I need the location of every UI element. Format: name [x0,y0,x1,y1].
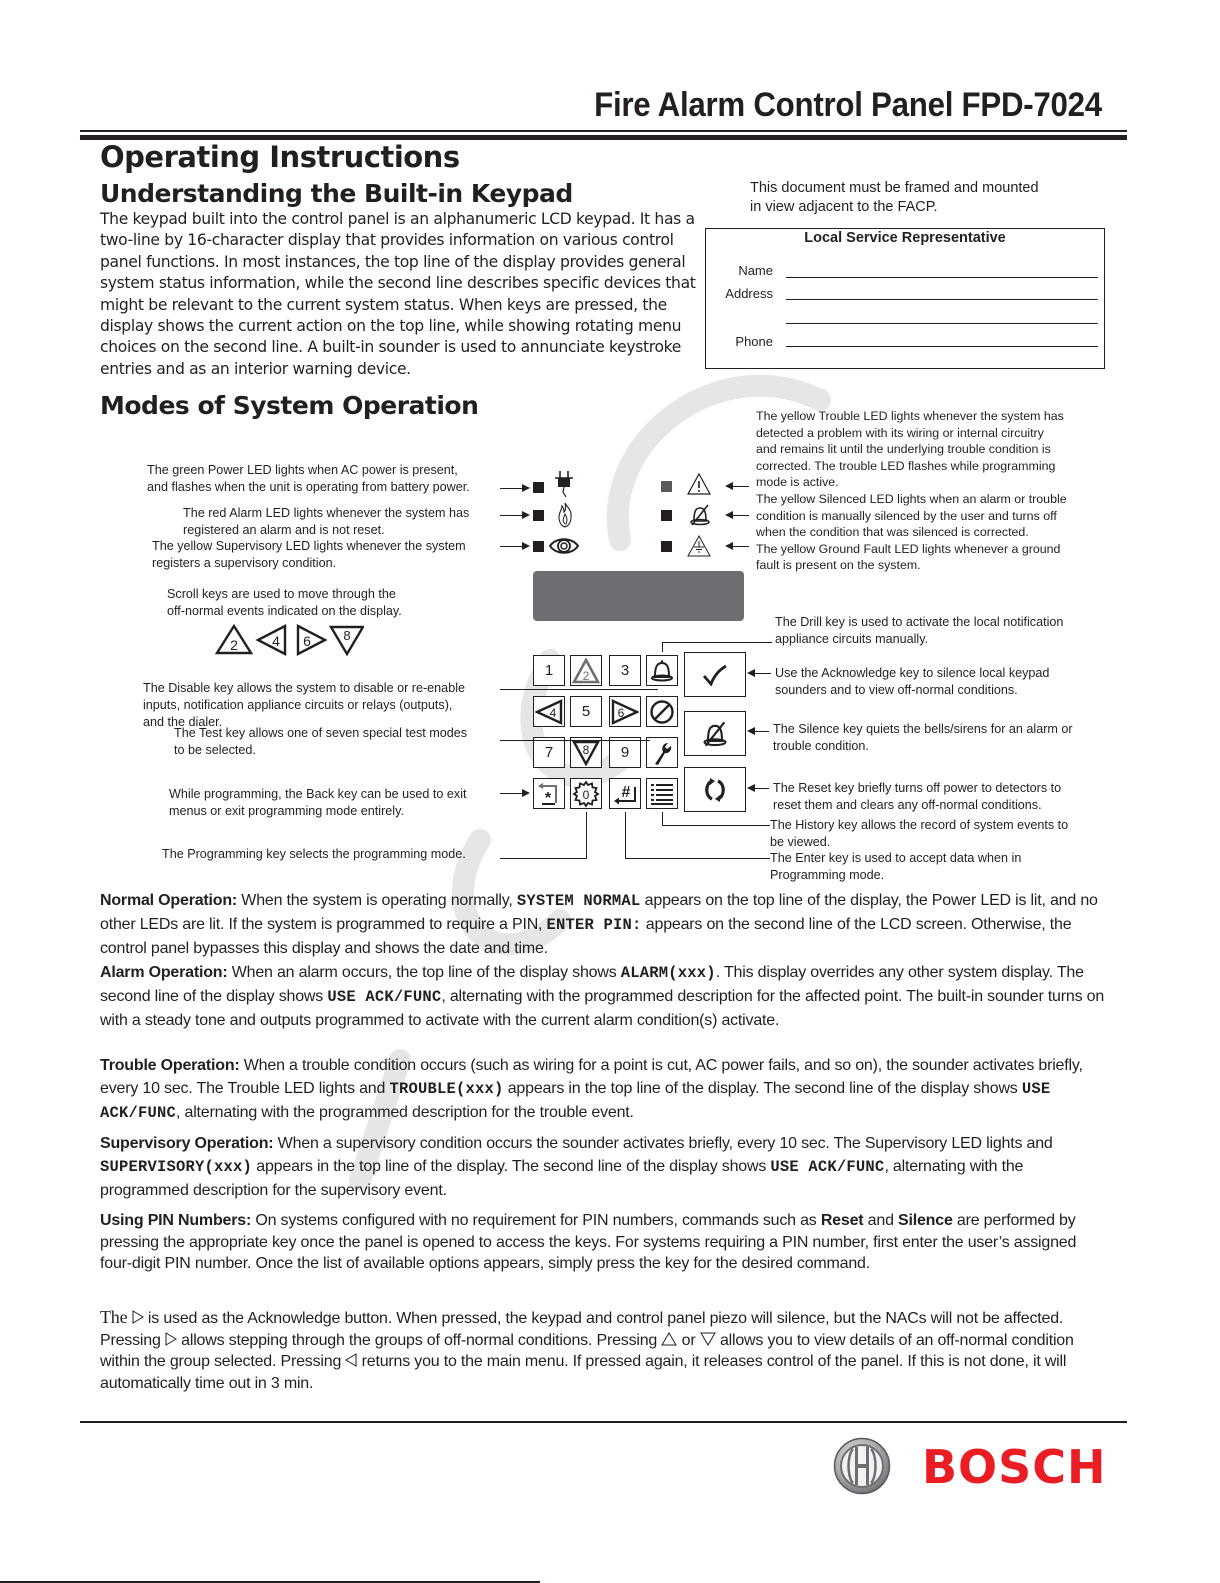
ground-fault-led [661,541,672,552]
history-key-callout [770,817,1068,851]
key-1[interactable] [533,655,565,686]
history-text-1: The History key allows the record of system events to [770,818,1069,832]
scroll-right-icon [611,699,639,725]
rep-field-phone[interactable] [706,334,1106,352]
scroll-down-icon [700,1332,716,1346]
power-led-text-1: The green Power LED lights when AC power is present, [147,463,458,477]
supervisory-led-text-2: registers a supervisory condition. [152,556,337,570]
reset-command-label: Reset [820,1212,864,1229]
rep-box-title: Local Service Representative [804,230,1006,246]
frame-note-line-1: This document must be framed and mounted [750,180,1039,196]
silence-text-1: The Silence key quiets the bells/sirens for an alarm or [773,722,1073,736]
intro-paragraph: The keypad built into the control panel is an alphanumeric LCD keypad. It has a two-line by 16-character display that provides information on various control panel functions. In most instances, the top line of the display provides general system status information, while the second line describes specific devices that might be relevant to the current system status. When keys are pressed, the display shows the current action on the top line, while showing rotating menu choices on the second line. A built-in sounder is used to annunciate keystroke entries and as an interior warning device. [100,210,696,378]
drill-text-1: The Drill key is used to activate the local notification [775,615,1064,629]
lcd-display [533,571,744,621]
programming-leader-h [500,858,587,859]
silence-text-2: trouble condition. [773,739,869,753]
frame-note-line-2: in view adjacent to the FACP. [750,199,938,215]
heading-operating-instructions: Operating Instructions [100,140,460,174]
acknowledge-key[interactable] [684,652,746,697]
rep-label-phone: Phone [735,334,773,349]
reset-text-2: reset them and clears any off-normal conditions. [773,798,1042,812]
display-code-enter-pin: ENTER PIN: [546,916,642,935]
drill-leader-v [662,642,663,652]
display-code-system-normal: SYSTEM NORMAL [516,892,641,910]
history-text-2: be viewed. [770,835,831,849]
scroll-down-icon [572,740,600,766]
display-code-use-ack-func: USE ACK/FUNC [770,1158,885,1177]
scroll-left-icon [535,699,563,725]
trouble-operation-paragraph [100,1054,1110,1126]
enter-text-2: Programming mode. [770,868,885,882]
alarm-t2: . This display overrides any other system display. The second line of the display shows [100,964,1084,1006]
test-key[interactable] [646,737,678,768]
rep-field-address[interactable] [706,286,1106,304]
silenced-led [661,510,672,521]
key-5[interactable] [570,696,602,727]
normal-t3: appears on the second line of the LCD screen. Otherwise, the control panel bypasses this display and shows the date and time. [100,916,1072,958]
silenced-led-text-1: The yellow Silenced LED lights when an alarm or trouble [756,491,1067,506]
svg-text:4: 4 [272,633,280,649]
alarm-led [533,510,544,521]
scroll-keys-callout [167,586,402,620]
silence-key[interactable] [684,711,746,756]
alarm-t3: , alternating with the programmed description for the affected point. The built-in sounder turns on with a steady tone and outputs programmed to activate with the current alarm condition(s) activate. [100,988,1105,1030]
ground-fault-icon [686,534,712,558]
drill-leader-h [662,642,772,643]
svg-text:0: 0 [582,787,590,802]
power-plug-icon [553,470,575,500]
back-key[interactable] [533,778,565,809]
footer-rule [80,1421,1127,1423]
silence-key-callout [773,721,1073,755]
ack-t5: returns you to the main menu. If pressed again, it releases control of the panel. If this is not done, it will automatically time out in 3 min. [100,1353,1067,1392]
pin-numbers-paragraph [100,1210,1110,1275]
scroll-keys-illustration [214,624,364,656]
history-leader-v [662,812,663,826]
ground-fault-led-text-1: The yellow Ground Fault LED lights whenever a ground [756,541,1061,556]
disable-leader [500,689,658,690]
supervisory-led-arrow [500,546,528,547]
test-key-callout [174,725,467,759]
display-code-use-ack-func: USE ACK/FUNC [100,1080,1051,1123]
document-title: Fire Alarm Control Panel FPD-7024 [594,86,1102,124]
supervisory-operation-paragraph [100,1132,1110,1203]
scroll-up-icon [572,658,600,684]
back-text-1: While programming, the Back key can be used to exit [169,787,467,801]
back-icon [536,781,562,807]
trouble-t1: When a trouble condition occurs (such as wiring for a point is cut, AC power fails, and so on), the sounder activates briefly, every 10 sec. The Trouble LED lights and [100,1057,1083,1098]
disable-text-1: The Disable key allows the system to disable or re-enable [143,681,465,695]
scroll-keys-text-1: Scroll keys are used to move through the [167,587,396,601]
back-arrow [500,793,528,794]
scroll-right-icon [298,626,325,654]
ack-t2: allows stepping through the groups of off-normal conditions. Pressing [176,1331,662,1349]
drill-text-2: appliance circuits manually. [775,632,929,646]
alarm-led-arrow [500,515,528,516]
enter-key-callout [770,850,1021,884]
key-3-label: 3 [620,662,630,679]
pin-t3: are performed by pressing the appropriate key once the panel is opened to access the keys. For systems requiring a PIN number, first enter the user’s assigned four-digit PIN number. Once the list of available options appears, simply press the key for the desired command. [100,1212,1077,1272]
key-2-up[interactable] [570,655,602,686]
reset-arrows-icon [702,777,728,803]
alarm-operation-paragraph [100,961,1110,1033]
supervisory-operation-lead: Supervisory Operation: [100,1135,274,1152]
normal-operation-paragraph [100,889,1110,961]
pin-numbers-lead: Using PIN Numbers: [100,1212,252,1229]
power-led-callout [147,462,470,496]
back-key-callout [169,786,467,820]
disable-icon [649,699,675,725]
svg-text:2: 2 [582,668,590,683]
rep-label-name: Name [738,263,773,278]
drill-key[interactable] [646,655,678,686]
alarm-t1: When an alarm occurs, the top line of the display shows [227,964,621,981]
checkmark-icon [702,664,728,686]
programming-key-callout [162,846,466,863]
trouble-operation-lead: Trouble Operation: [100,1057,240,1074]
history-key[interactable] [646,778,678,809]
supervisory-led-text-1: The yellow Supervisory LED lights whenever the system [152,539,466,553]
trouble-led-callout [756,408,1067,574]
ack-t4: allows you to view details of an off-normal condition within the group selected. Pressing [100,1331,1074,1370]
reset-key[interactable] [684,767,746,812]
rep-line-address-2[interactable] [786,323,1098,324]
reset-key-callout [773,780,1061,814]
trouble-t2: appears in the top line of the display. The second line of the display shows [503,1080,1022,1098]
enter-text-1: The Enter key is used to accept data when in [770,851,1022,865]
trouble-led-text-1: The yellow Trouble LED lights whenever the system has [756,409,1064,423]
heading-understanding-keypad: Understanding the Built-in Keypad [100,179,573,208]
display-code-trouble: TROUBLE(xxx) [389,1080,504,1099]
bosch-armature-logo-icon [833,1437,891,1495]
svg-text:#: # [621,783,631,801]
eye-icon [549,536,579,556]
trouble-t3: , alternating with the programmed description for the trouble event. [176,1104,634,1122]
rep-field-name[interactable] [706,263,1106,281]
disable-text-3: and the dialer. [143,715,223,729]
local-service-representative-box [705,228,1105,369]
trouble-led-arrow [727,486,749,487]
normal-t1: When the system is operating normally, [237,892,517,909]
normal-t2: appears on the top line of the display, the Power LED is lit, and no other LEDs are lit. If the system is programmed to require a PIN, [100,892,1098,934]
key-9-label: 9 [620,744,630,761]
test-text-2: to be selected. [174,743,256,757]
ack-t1: is used as the Acknowledge button. When pressed, the keypad and control panel piezo will silence, but the NACs will not be affected. Pressing [100,1310,1064,1349]
scroll-up-icon [661,1332,677,1346]
svg-text:6: 6 [303,633,311,649]
heading-modes-of-operation: Modes of System Operation [100,391,479,420]
programming-leader-v [586,812,587,859]
acknowledge-text-1: Use the Acknowledge key to silence local keypad [775,666,1050,680]
acknowledge-paragraph [100,1307,1110,1394]
alarm-operation-lead: Alarm Operation: [100,964,228,981]
scroll-up-icon [217,626,251,653]
trouble-led-text-4: corrected. The trouble LED flashes while programming [756,458,1056,473]
trouble-led-text-3: and remains lit until the underlying trouble condition is [756,442,1051,457]
pin-t1: On systems configured with no requirement for PIN numbers, commands such as [251,1212,821,1229]
key-4-left[interactable] [533,696,565,727]
wrench-icon [650,740,674,766]
svg-text:8: 8 [343,628,351,643]
fire-icon [556,502,574,528]
disable-key-callout [143,680,465,731]
silenced-bell-icon [701,720,729,748]
alarm-led-text-2: registered an alarm and is not reset. [183,523,385,537]
key-9[interactable] [609,737,641,768]
reset-text-1: The Reset key briefly turns off power to detectors to [773,781,1062,795]
key-7[interactable] [533,737,565,768]
bosch-wordmark: BOSCH [922,1440,1107,1494]
enter-icon [611,781,639,807]
silenced-led-text-3: when the condition that was silenced is corrected. [756,525,1029,540]
svg-text:4: 4 [549,705,557,720]
back-text-2: menus or exit programming mode entirely. [169,804,404,818]
supervisory-led-callout [152,538,466,572]
key-1-label: 1 [544,662,554,679]
test-leader [500,740,650,741]
ground-fault-led-text-2: fault is present on the system. [756,558,921,573]
display-code-supervisory: SUPERVISORY(xxx) [100,1158,253,1177]
silenced-led-text-2: condition is manually silenced by the user and turns off [756,508,1057,523]
gear-icon [572,780,600,808]
key-6-right[interactable] [609,696,641,727]
ack-t0: The [100,1307,132,1327]
test-text-1: The Test key allows one of seven special test modes [174,726,468,740]
programming-text-1: The Programming key selects the programming mode. [162,847,466,861]
rep-line-address[interactable] [786,299,1098,300]
power-led-text-2: and flashes when the unit is operating from battery power. [147,480,470,494]
silenced-bell-icon [688,503,712,527]
acknowledge-arrow [749,673,771,674]
key-5-label: 5 [581,703,591,720]
supervisory-led [533,541,544,552]
ack-t3: or [677,1331,700,1349]
acknowledge-key-callout [775,665,1049,699]
enter-leader-h [625,858,770,859]
rep-label-address: Address [725,286,773,301]
drill-key-callout [775,614,1063,648]
power-led [533,482,544,493]
scroll-right-icon [165,1332,177,1346]
disable-key[interactable] [646,696,678,727]
svg-text:6: 6 [617,705,625,720]
reset-arrow [749,788,769,789]
alarm-led-callout [183,505,469,539]
display-code-use-ack-func: USE ACK/FUNC [327,988,442,1007]
silenced-led-arrow [727,515,749,516]
svg-text:*: * [544,789,552,807]
rep-line-phone[interactable] [786,346,1098,347]
key-3[interactable] [609,655,641,686]
history-leader-h [662,825,770,826]
enter-key[interactable] [609,778,641,809]
trouble-led [661,481,672,492]
key-8-down[interactable] [570,737,602,768]
scroll-keys-text-2: off-normal events indicated on the display. [167,604,402,618]
silence-arrow [749,731,769,732]
warning-triangle-icon [686,472,712,496]
bell-icon [650,659,674,683]
pin-t2: and [863,1212,899,1229]
scroll-right-icon [132,1310,144,1324]
frame-note [750,179,1110,217]
acknowledge-text-2: sounders and to view off-normal conditions. [775,683,1018,697]
scroll-down-icon [331,627,363,654]
scroll-left-icon [345,1353,357,1367]
disable-text-2: inputs, notification appliance circuits or relays (outputs), [143,698,453,712]
enter-leader-v [625,812,626,859]
rep-line-name[interactable] [786,277,1098,278]
normal-operation-lead: Normal Operation: [100,892,238,909]
alarm-led-text-1: The red Alarm LED lights whenever the system has [183,506,470,520]
trouble-led-text-5: mode is active. [756,475,839,490]
svg-text:2: 2 [230,637,238,653]
supervisory-t2: appears in the top line of the display. The second line of the display shows [252,1158,771,1176]
power-led-arrow [500,488,528,489]
supervisory-t3: , alternating with the programmed description for the supervisory event. [100,1158,1024,1200]
header-rule-thin [80,130,1127,132]
key-7-label: 7 [544,744,554,761]
scroll-left-icon [258,626,285,654]
svg-text:8: 8 [582,742,590,757]
programming-key[interactable] [570,778,602,809]
history-list-icon [650,782,674,806]
display-code-alarm: ALARM(xxx) [620,964,716,982]
supervisory-t1: When a supervisory condition occurs the sounder activates briefly, every 10 sec. The Supervisory LED lights and [273,1135,1053,1152]
ground-fault-led-arrow [727,546,749,547]
rep-field-address-2[interactable] [706,309,1106,327]
silence-command-label: Silence [898,1212,953,1229]
trouble-led-text-2: detected a problem with its wiring or internal circuitry [756,425,1044,440]
